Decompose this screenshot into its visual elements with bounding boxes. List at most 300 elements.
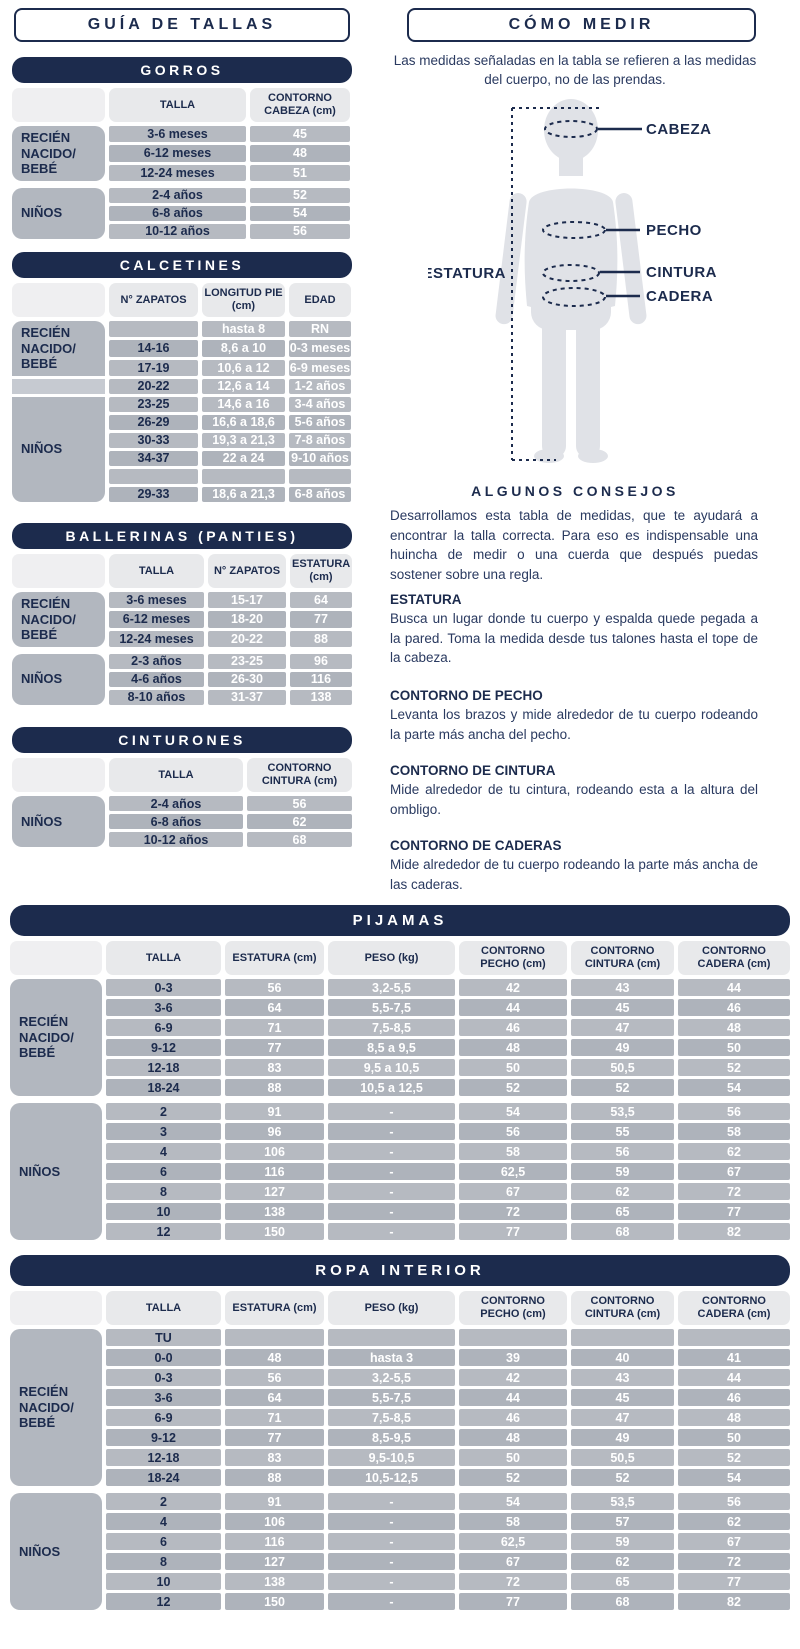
cell: 62 [247, 814, 352, 829]
cell: 42 [459, 1369, 567, 1386]
cell: 10,5 a 12,5 [328, 1079, 455, 1096]
cell: 12,6 a 14 [202, 379, 285, 394]
table-group [10, 979, 790, 1096]
cell: 29-33 [109, 487, 198, 502]
cell: 62 [571, 1553, 674, 1570]
cell: 52 [678, 1059, 790, 1076]
cell: 6 [106, 1163, 221, 1180]
consejos-paragraph: Desarrollamos esta tabla de medidas, que te ayudará a encontrar la talla correcta. Para eso es indispensable una huincha de medir o una cuerda que después puedas sostener sobre una regla. [390, 508, 758, 582]
cell: 46 [459, 1019, 567, 1036]
cell: - [328, 1493, 455, 1510]
table-row [109, 814, 352, 829]
cell: 26-29 [109, 415, 198, 430]
cell: 6-12 meses [109, 611, 204, 627]
cell: 3-4 años [289, 397, 351, 412]
table-group [10, 1103, 790, 1240]
cell: hasta 3 [328, 1349, 455, 1366]
table-row [106, 1449, 790, 1466]
cell: 0-3 [106, 1369, 221, 1386]
cell [328, 1329, 455, 1346]
cell: 127 [225, 1553, 324, 1570]
cell [202, 469, 285, 484]
cell: 15-17 [208, 592, 286, 608]
cell: 68 [571, 1593, 674, 1610]
measure-intro-text: Las medidas señaladas en la tabla se refieren a las medidas del cuerpo, no de las prendas. [393, 53, 757, 87]
cell: 34-37 [109, 451, 198, 466]
cell: 106 [225, 1513, 324, 1530]
cell: 88 [225, 1469, 324, 1486]
estatura-section [390, 592, 758, 668]
cell: 56 [225, 979, 324, 996]
cell: 45 [571, 999, 674, 1016]
table-row [109, 415, 351, 430]
cell: 55 [571, 1123, 674, 1140]
pijamas-table [10, 905, 790, 1240]
calcetines-table [12, 252, 352, 502]
cell: 96 [225, 1123, 324, 1140]
pijamas-table-title: PIJAMAS [10, 905, 790, 936]
cell: 4-6 años [109, 672, 204, 687]
table-row [106, 1059, 790, 1076]
cinturones-table [12, 727, 352, 847]
cell: 49 [571, 1429, 674, 1446]
cell: 12 [106, 1223, 221, 1240]
table-row [106, 1039, 790, 1056]
cell: 50,5 [571, 1059, 674, 1076]
group-rows [106, 979, 790, 1096]
cell: 3-6 [106, 999, 221, 1016]
table-row [109, 321, 351, 337]
cell: 65 [571, 1203, 674, 1220]
cell: 82 [678, 1223, 790, 1240]
cell: 45 [250, 126, 350, 142]
contorno-cintura-text: Mide alrededor de tu cintura, rodeando esta a la altura del ombligo. [390, 782, 758, 817]
column-header-row [12, 758, 352, 792]
cell: 7,5-8,5 [328, 1409, 455, 1426]
cell: 1-2 años [289, 379, 351, 394]
cell: 0-0 [106, 1349, 221, 1366]
column-header: CONTORNO CINTURA (cm) [571, 1291, 674, 1325]
table-row [106, 1203, 790, 1220]
cell: 53,5 [571, 1493, 674, 1510]
cell: 3-6 meses [109, 126, 246, 142]
how-to-measure-title: CÓMO MEDIR [407, 8, 756, 42]
column-header: CONTORNO CABEZA (cm) [250, 88, 350, 122]
cell: 12 [106, 1593, 221, 1610]
cell: 72 [459, 1573, 567, 1590]
cell: 67 [678, 1533, 790, 1550]
group-rows [109, 126, 350, 181]
table-row [106, 1389, 790, 1406]
cell: 50 [459, 1449, 567, 1466]
cell: 68 [571, 1223, 674, 1240]
cell: 12-18 [106, 1059, 221, 1076]
corner-cell [12, 88, 105, 122]
table-row [109, 631, 352, 647]
cell: 50,5 [571, 1449, 674, 1466]
cell: 56 [247, 796, 352, 811]
cell: 3-6 meses [109, 592, 204, 608]
table-row [106, 1123, 790, 1140]
table-row [106, 1183, 790, 1200]
body-measure-diagram [428, 90, 760, 477]
cell: 12-24 meses [109, 631, 204, 647]
cell: 138 [225, 1573, 324, 1590]
estatura-section-title: ESTATURA [390, 592, 462, 607]
cell: 9,5 a 10,5 [328, 1059, 455, 1076]
group-rows [106, 1329, 790, 1486]
table-group [12, 654, 352, 705]
cell: 56 [678, 1493, 790, 1510]
group-rows [109, 321, 351, 376]
cell: 77 [678, 1573, 790, 1590]
estatura-section-text: Busca un lugar donde tu cuerpo y espalda quede pegada a la pared. Toma la medida desde tus talones hasta el tope de la cabeza. [390, 611, 758, 666]
cell: 106 [225, 1143, 324, 1160]
table-row [109, 487, 351, 502]
cell: 8-10 años [109, 690, 204, 705]
table-row [109, 469, 351, 484]
column-header: LONGITUD PIE (cm) [202, 283, 285, 317]
cell: 58 [459, 1513, 567, 1530]
table-row [106, 1593, 790, 1610]
column-header: CONTORNO CADERA (cm) [678, 941, 790, 975]
cell: 3,2-5,5 [328, 1369, 455, 1386]
cell: 67 [678, 1163, 790, 1180]
cell: 43 [571, 1369, 674, 1386]
group-label: RECIÉN NACIDO/ BEBÉ [10, 1329, 102, 1486]
cell: 45 [571, 1389, 674, 1406]
cell: 67 [459, 1553, 567, 1570]
cell: 138 [225, 1203, 324, 1220]
cell: 83 [225, 1059, 324, 1076]
column-header: TALLA [106, 1291, 221, 1325]
cell: 91 [225, 1103, 324, 1120]
cell: 10,6 a 12 [202, 360, 285, 376]
calcetines-table-title: CALCETINES [12, 252, 352, 278]
pecho-label: PECHO [646, 222, 702, 239]
cell: 10-12 años [109, 224, 246, 239]
column-header-row [10, 1291, 790, 1325]
cell: 6-9 [106, 1019, 221, 1036]
cell: 6-8 años [289, 487, 351, 502]
table-row [109, 690, 352, 705]
corner-cell [12, 283, 105, 317]
cell [289, 469, 351, 484]
cell: 5,5-7,5 [328, 999, 455, 1016]
corner-cell [12, 758, 105, 792]
ballerinas-table-title: BALLERINAS (PANTIES) [12, 523, 352, 549]
cinturones-table-title: CINTURONES [12, 727, 352, 753]
cell: 49 [571, 1039, 674, 1056]
cell: 72 [678, 1553, 790, 1570]
cell: 8 [106, 1183, 221, 1200]
cell: 2 [106, 1103, 221, 1120]
cell: 52 [459, 1469, 567, 1486]
cell: 77 [459, 1223, 567, 1240]
consejos-heading: ALGUNOS CONSEJOS [471, 483, 679, 499]
cell: 127 [225, 1183, 324, 1200]
cell: - [328, 1573, 455, 1590]
cell: 5,5-7,5 [328, 1389, 455, 1406]
cell: 138 [290, 690, 352, 705]
cell: - [328, 1143, 455, 1160]
cell: 8,6 a 10 [202, 340, 285, 356]
contorno-caderas-section [390, 838, 758, 894]
cell: 58 [459, 1143, 567, 1160]
cell: 62 [678, 1513, 790, 1530]
corner-cell [10, 1291, 102, 1325]
cell: - [328, 1513, 455, 1530]
group-rows [109, 397, 351, 502]
cell: 3-6 [106, 1389, 221, 1406]
gorros-table [12, 57, 352, 239]
cell: 23-25 [109, 397, 198, 412]
cell: 44 [459, 1389, 567, 1406]
cell: 48 [678, 1409, 790, 1426]
cell: 17-19 [109, 360, 198, 376]
cell: 77 [290, 611, 352, 627]
gorros-table-title: GORROS [12, 57, 352, 83]
group-rows [109, 592, 352, 647]
column-header: ESTATURA (cm) [225, 941, 324, 975]
cell: 7,5-8,5 [328, 1019, 455, 1036]
cell: - [328, 1103, 455, 1120]
group-label: NIÑOS [12, 188, 105, 239]
group-rows [106, 1103, 790, 1240]
cell: TU [106, 1329, 221, 1346]
cell: 6-9 [106, 1409, 221, 1426]
cell: 53,5 [571, 1103, 674, 1120]
cell: 2-4 años [109, 796, 243, 811]
cell [109, 321, 198, 337]
cell: 14,6 a 16 [202, 397, 285, 412]
table-group [12, 397, 352, 502]
cell: 88 [290, 631, 352, 647]
cell: 56 [459, 1123, 567, 1140]
cell: 46 [678, 999, 790, 1016]
cell: 54 [459, 1493, 567, 1510]
cell: 77 [678, 1203, 790, 1220]
column-header-row [12, 554, 352, 588]
cell: 91 [225, 1493, 324, 1510]
group-rows [106, 1493, 790, 1610]
cell: 8 [106, 1553, 221, 1570]
cell: 50 [678, 1039, 790, 1056]
contorno-pecho-section [390, 688, 758, 744]
cell: 4 [106, 1513, 221, 1530]
cell: 39 [459, 1349, 567, 1366]
cell: 19,3 a 21,3 [202, 433, 285, 448]
cell: - [328, 1593, 455, 1610]
cadera-label: CADERA [646, 288, 714, 305]
cell: 72 [459, 1203, 567, 1220]
table-group [10, 1493, 790, 1610]
cell: 77 [459, 1593, 567, 1610]
cell: 41 [678, 1349, 790, 1366]
cell: 2-3 años [109, 654, 204, 669]
cell: 52 [250, 188, 350, 203]
column-header: CONTORNO PECHO (cm) [459, 941, 567, 975]
cell: 48 [459, 1429, 567, 1446]
cell [225, 1329, 324, 1346]
cell [571, 1329, 674, 1346]
cell: 9-12 [106, 1039, 221, 1056]
cell: 56 [571, 1143, 674, 1160]
cell: 50 [459, 1059, 567, 1076]
cell: 56 [678, 1103, 790, 1120]
child-silhouette [495, 99, 648, 463]
column-header: TALLA [109, 88, 246, 122]
cell: 3 [106, 1123, 221, 1140]
cell: 0-3 meses [289, 341, 351, 356]
cell: 71 [225, 1409, 324, 1426]
contorno-cintura-section [390, 763, 758, 819]
table-row [109, 832, 352, 847]
cell: 6-8 años [109, 814, 243, 829]
table-row [106, 1019, 790, 1036]
cell: 68 [247, 832, 352, 847]
cell: - [328, 1123, 455, 1140]
column-header: CONTORNO PECHO (cm) [459, 1291, 567, 1325]
cell: 48 [250, 145, 350, 161]
cell: 42 [459, 979, 567, 996]
cell: 10-12 años [109, 832, 243, 847]
table-row [109, 224, 350, 239]
table-row [106, 1493, 790, 1510]
table-row [109, 126, 350, 142]
corner-cell [12, 554, 105, 588]
cell: 4 [106, 1143, 221, 1160]
table-row [109, 592, 352, 608]
contorno-cintura-title: CONTORNO DE CINTURA [390, 763, 556, 778]
cell: 50 [678, 1429, 790, 1446]
cell: 7-8 años [289, 433, 351, 448]
size-guide-title: GUÍA DE TALLAS [14, 8, 350, 42]
cell: 6-9 meses [289, 360, 351, 375]
cell: - [328, 1223, 455, 1240]
cell: 6-12 meses [109, 145, 246, 161]
cell: 9-12 [106, 1429, 221, 1446]
cell: 116 [290, 672, 352, 687]
cell: 5-6 años [289, 415, 351, 430]
table-row [106, 1349, 790, 1366]
table-row [109, 672, 352, 687]
table-group [10, 1329, 790, 1486]
column-header-row [10, 941, 790, 975]
table-row [109, 360, 351, 376]
group-label: NIÑOS [12, 796, 105, 847]
cell: 56 [225, 1369, 324, 1386]
table-row [106, 1369, 790, 1386]
cell: 71 [225, 1019, 324, 1036]
cell: 67 [459, 1183, 567, 1200]
table-row [106, 1163, 790, 1180]
cell: 58 [678, 1123, 790, 1140]
cell: 3,2-5,5 [328, 979, 455, 996]
estatura-label: ESTATURA [428, 265, 506, 282]
table-group [12, 126, 352, 181]
cell: 48 [678, 1019, 790, 1036]
table-group [12, 321, 352, 376]
cell: 64 [225, 1389, 324, 1406]
column-header: CONTORNO CINTURA (cm) [247, 758, 352, 792]
cell: 83 [225, 1449, 324, 1466]
group-rows [109, 654, 352, 705]
cell: 48 [225, 1349, 324, 1366]
group-label: RECIÉN NACIDO/ BEBÉ [12, 592, 105, 647]
contorno-pecho-text: Levanta los brazos y mide alrededor de tu cuerpo rodeando la parte más ancha del pecho. [390, 707, 758, 742]
cell: 10,5-12,5 [328, 1469, 455, 1486]
cell: 62 [678, 1143, 790, 1160]
cell: 0-3 [106, 979, 221, 996]
contorno-pecho-title: CONTORNO DE PECHO [390, 688, 543, 703]
column-header: ESTATURA (cm) [290, 554, 352, 588]
table-row [109, 451, 351, 466]
group-label: NIÑOS [12, 397, 105, 502]
cell: 47 [571, 1409, 674, 1426]
cell: 54 [459, 1103, 567, 1120]
cell: 96 [290, 654, 352, 669]
cell: 57 [571, 1513, 674, 1530]
cell: 88 [225, 1079, 324, 1096]
cell: 44 [678, 979, 790, 996]
table-row [109, 397, 351, 412]
cell: 62,5 [459, 1533, 567, 1550]
column-header: N° ZAPATOS [208, 554, 286, 588]
table-row [109, 379, 351, 394]
group-label: NIÑOS [10, 1493, 102, 1610]
cell: 10 [106, 1203, 221, 1220]
column-header-row [12, 283, 352, 317]
table-row [106, 1223, 790, 1240]
cell: 64 [225, 999, 324, 1016]
cell: 52 [459, 1079, 567, 1096]
cell: - [328, 1553, 455, 1570]
cell: - [328, 1533, 455, 1550]
cell: 2-4 años [109, 188, 246, 203]
cell: 16,6 a 18,6 [202, 415, 285, 430]
table-row [109, 145, 350, 161]
table-row [106, 1469, 790, 1486]
cell: 12-18 [106, 1449, 221, 1466]
column-header: N° ZAPATOS [109, 283, 198, 317]
table-row [109, 206, 350, 221]
ballerinas-table [12, 523, 352, 705]
cintura-label: CINTURA [646, 264, 717, 281]
group-rows [109, 796, 352, 847]
cell: 52 [678, 1449, 790, 1466]
cell: 14-16 [109, 340, 198, 356]
column-header: PESO (kg) [328, 941, 455, 975]
cell: 18,6 a 21,3 [202, 487, 285, 502]
cell: RN [289, 321, 351, 337]
column-header: TALLA [106, 941, 221, 975]
group-label: NIÑOS [10, 1103, 102, 1240]
table-row [106, 1103, 790, 1120]
table-group [12, 796, 352, 847]
group-rows [109, 188, 350, 239]
column-header: TALLA [109, 758, 243, 792]
cell: - [328, 1163, 455, 1180]
table-row [106, 1429, 790, 1446]
table-row [106, 1143, 790, 1160]
cell: 26-30 [208, 672, 286, 687]
cell: 62,5 [459, 1163, 567, 1180]
table-row [106, 1553, 790, 1570]
column-header-row [12, 88, 352, 122]
cell: 8,5-9,5 [328, 1429, 455, 1446]
table-row [109, 433, 351, 448]
